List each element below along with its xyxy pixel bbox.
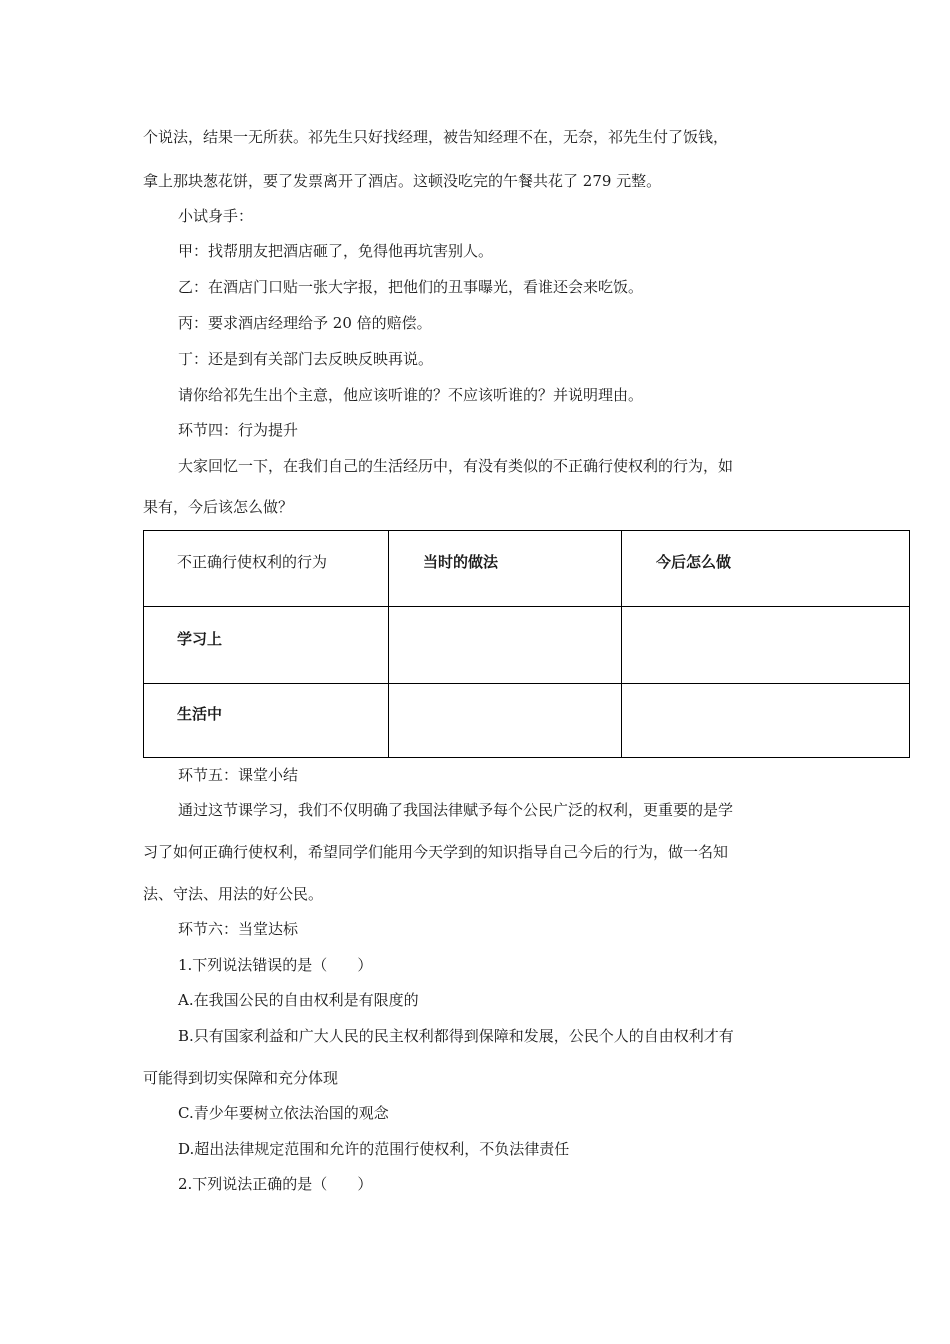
answer-option-continued: 可能得到切实保障和充分体现 xyxy=(143,1069,339,1087)
section-label: 小试身手： xyxy=(178,207,254,225)
table-row xyxy=(144,684,910,758)
header-future-action: 今后怎么做 xyxy=(656,553,732,571)
behavior-table xyxy=(143,530,910,758)
option-line: 甲：找帮朋友把酒店砸了，免得他再坑害别人。 xyxy=(178,242,494,260)
section-heading: 环节五：课堂小结 xyxy=(178,766,299,784)
section-heading: 环节四：行为提升 xyxy=(178,421,299,439)
table-header-cell xyxy=(389,531,622,607)
table-header-row xyxy=(144,531,910,607)
question-line: 2.下列说法正确的是（ ） xyxy=(178,1175,373,1193)
paragraph-line: 大家回忆一下，在我们自己的生活经历中，有没有类似的不正确行使权利的行为，如 xyxy=(178,457,734,475)
option-line: 丙：要求酒店经理给予 20 倍的赔偿。 xyxy=(178,314,432,332)
section-heading: 环节六：当堂达标 xyxy=(178,920,299,938)
paragraph-line: 法、守法、用法的好公民。 xyxy=(143,885,324,903)
answer-option: D.超出法律规定范围和允许的范围行使权利，不负法律责任 xyxy=(178,1140,570,1158)
paragraph-line: 果有，今后该怎么做？ xyxy=(143,498,294,516)
paragraph-line: 通过这节课学习，我们不仅明确了我国法律赋予每个公民广泛的权利，更重要的是学 xyxy=(178,801,734,819)
header-past-action: 当时的做法 xyxy=(423,553,499,571)
table-cell xyxy=(389,607,622,684)
answer-option: A.在我国公民的自由权利是有限度的 xyxy=(178,991,419,1009)
paragraph-line: 习了如何正确行使权利，希望同学们能用今天学到的知识指导自己今后的行为，做一名知 xyxy=(143,843,729,861)
row-label-study: 学习上 xyxy=(177,629,223,648)
header-behavior: 不正确行使权利的行为 xyxy=(177,553,328,571)
answer-option: C.青少年要树立依法治国的观念 xyxy=(178,1104,389,1122)
table-cell xyxy=(622,607,910,684)
table-header-cell xyxy=(144,531,389,607)
table-cell xyxy=(389,684,622,758)
table-header-cell xyxy=(622,531,910,607)
table-cell xyxy=(144,684,389,758)
row-label-life: 生活中 xyxy=(177,705,223,723)
answer-option: B.只有国家利益和广大人民的民主权利都得到保障和发展，公民个人的自由权利才有 xyxy=(178,1027,734,1045)
paragraph-line: 拿上那块葱花饼，要了发票离开了酒店。这顿没吃完的午餐共花了 279 元整。 xyxy=(143,172,662,190)
paragraph-line: 个说法，结果一无所获。祁先生只好找经理，被告知经理不在，无奈，祁先生付了饭钱， xyxy=(143,128,729,146)
table-cell xyxy=(622,684,910,758)
question-line: 1.下列说法错误的是（ ） xyxy=(178,956,373,974)
option-line: 丁：还是到有关部门去反映反映再说。 xyxy=(178,350,434,368)
table-cell xyxy=(144,607,389,684)
table-row xyxy=(144,607,910,684)
option-line: 乙：在酒店门口贴一张大字报，把他们的丑事曝光，看谁还会来吃饭。 xyxy=(178,278,644,296)
question-line: 请你给祁先生出个主意，他应该听谁的？不应该听谁的？并说明理由。 xyxy=(178,386,644,404)
